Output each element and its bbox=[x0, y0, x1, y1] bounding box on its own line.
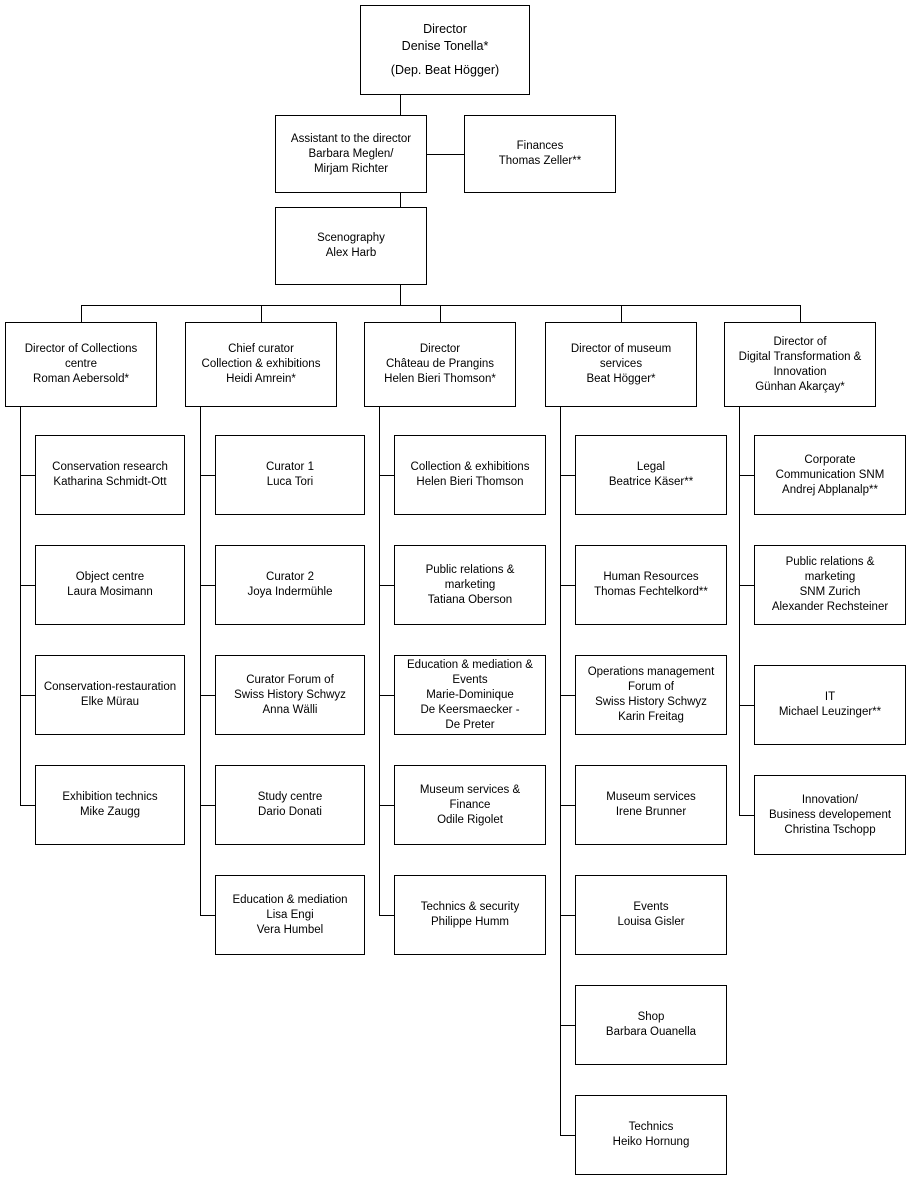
node-line: Odile Rigolet bbox=[437, 813, 503, 826]
connector-child-innovation-business-development bbox=[739, 815, 754, 816]
node-operations-management-schwyz bbox=[575, 655, 727, 735]
node-finances bbox=[464, 115, 616, 193]
node-human-resources bbox=[575, 545, 727, 625]
node-line: Denise Tonella* bbox=[401, 39, 489, 53]
connector-column-stem-chief-curator bbox=[200, 407, 201, 915]
node-line: Museum services & bbox=[419, 783, 521, 796]
connector-child-museum-services-finance bbox=[379, 805, 394, 806]
node-line: Finance bbox=[449, 798, 491, 811]
node-line: Scenography bbox=[317, 232, 385, 244]
node-curator-1 bbox=[215, 435, 365, 515]
node-public-relations-marketing-snm bbox=[754, 545, 906, 625]
node-line: Thomas Zeller** bbox=[498, 155, 582, 167]
node-line: Helen Bieri Thomson bbox=[416, 476, 524, 488]
connector-child-conservation-research bbox=[20, 475, 35, 476]
node-public-relations-marketing-prangins bbox=[394, 545, 546, 625]
node-innovation-business-development bbox=[754, 775, 906, 855]
node-line: Karin Freitag bbox=[618, 711, 684, 723]
node-exhibition-technics bbox=[35, 765, 185, 845]
node-education-mediation-events bbox=[394, 655, 546, 735]
node-line: Digital Transformation & bbox=[738, 350, 862, 363]
connector-child-operations-management-schwyz bbox=[560, 695, 575, 696]
node-line: Director bbox=[419, 343, 461, 355]
node-museum-services-child bbox=[575, 765, 727, 845]
connector-child-shop bbox=[560, 1025, 575, 1026]
connector-head-drop-3 bbox=[621, 305, 622, 322]
node-collections-centre bbox=[5, 322, 157, 407]
node-line: Anna Wälli bbox=[262, 703, 318, 716]
connector-child-curator-1 bbox=[200, 475, 215, 476]
node-technics-security bbox=[394, 875, 546, 955]
node-education-mediation bbox=[215, 875, 365, 955]
node-legal bbox=[575, 435, 727, 515]
node-line: Innovation bbox=[773, 365, 827, 378]
node-line: Director bbox=[423, 22, 467, 36]
connector-child-it bbox=[739, 705, 754, 706]
node-line: Business developement bbox=[768, 808, 892, 821]
connector-child-corporate-communication-snm bbox=[739, 475, 754, 476]
node-it bbox=[754, 665, 906, 745]
node-line: Barbara Ouanella bbox=[605, 1026, 697, 1038]
connector-head-drop-1 bbox=[261, 305, 262, 322]
node-line: Curator 2 bbox=[266, 571, 314, 583]
node-line: Heiko Hornung bbox=[612, 1136, 690, 1148]
node-line: Mike Zaugg bbox=[79, 806, 141, 818]
node-line: Communication SNM bbox=[775, 468, 885, 481]
node-line: Tatiana Oberson bbox=[427, 593, 513, 606]
node-line: Barbara Meglen/ bbox=[308, 147, 394, 160]
node-events bbox=[575, 875, 727, 955]
node-line: Alexander Rechsteiner bbox=[771, 601, 889, 613]
node-line: Events bbox=[452, 673, 488, 686]
node-line: Study centre bbox=[257, 791, 323, 803]
node-collection-exhibitions-prangins bbox=[394, 435, 546, 515]
node-line: Swiss History Schwyz bbox=[234, 688, 346, 701]
node-line: Assistant to the director bbox=[290, 132, 412, 145]
node-line: Human Resources bbox=[603, 571, 699, 583]
node-line: Vera Humbel bbox=[256, 923, 324, 936]
node-line: Chief curator bbox=[228, 343, 294, 355]
node-conservation-research bbox=[35, 435, 185, 515]
node-chief-curator bbox=[185, 322, 337, 407]
node-line: Director of bbox=[773, 335, 827, 348]
node-digital-transformation bbox=[724, 322, 876, 407]
node-line: marketing bbox=[804, 571, 856, 583]
node-line: Education & mediation bbox=[232, 893, 348, 906]
node-line: Conservation research bbox=[52, 461, 168, 473]
node-curator-forum-schwyz bbox=[215, 655, 365, 735]
node-line: Technics bbox=[628, 1121, 674, 1133]
connector-child-conservation-restauration bbox=[20, 695, 35, 696]
node-object-centre bbox=[35, 545, 185, 625]
connector-column-stem-museum-services bbox=[560, 407, 561, 1135]
node-line: Swiss History Schwyz bbox=[595, 696, 707, 708]
node-line: Shop bbox=[637, 1011, 665, 1023]
connector-child-technics bbox=[560, 1135, 575, 1136]
node-museum-services bbox=[545, 322, 697, 407]
connector-child-public-relations-marketing-snm bbox=[739, 585, 754, 586]
node-line: Christina Tschopp bbox=[784, 823, 876, 836]
node-line: Irene Brunner bbox=[615, 806, 687, 818]
node-scenography bbox=[275, 207, 427, 285]
connector-child-museum-services-child bbox=[560, 805, 575, 806]
node-museum-services-finance bbox=[394, 765, 546, 845]
node-line: Joya Indermühle bbox=[247, 586, 333, 598]
node-line: (Dep. Beat Högger) bbox=[390, 63, 500, 77]
node-line: centre bbox=[65, 358, 97, 370]
node-line: Corporate bbox=[804, 453, 856, 466]
node-line: Dario Donati bbox=[258, 806, 322, 818]
node-line: De Keersmaecker - bbox=[420, 703, 520, 716]
node-line: Public relations & bbox=[425, 563, 515, 576]
node-line: Roman Aebersold* bbox=[33, 373, 129, 385]
connector-child-exhibition-technics bbox=[20, 805, 35, 806]
node-corporate-communication-snm bbox=[754, 435, 906, 515]
connector-child-human-resources bbox=[560, 585, 575, 586]
node-chateau-de-prangins bbox=[364, 322, 516, 407]
node-line: Michael Leuzinger** bbox=[778, 706, 882, 718]
node-line: Forum of bbox=[627, 681, 674, 693]
connector-child-curator-forum-schwyz bbox=[200, 695, 215, 696]
node-line: Collection & exhibitions bbox=[410, 461, 530, 473]
connector-child-object-centre bbox=[20, 585, 35, 586]
connector-head-drop-4 bbox=[800, 305, 801, 322]
node-line: Andrej Abplanalp** bbox=[782, 483, 878, 496]
node-line: Beatrice Käser** bbox=[608, 476, 694, 488]
node-line: Museum services bbox=[606, 791, 696, 803]
node-line: Marie-Dominique bbox=[426, 688, 514, 701]
node-conservation-restauration bbox=[35, 655, 185, 735]
node-technics bbox=[575, 1095, 727, 1175]
node-line: Operations management bbox=[587, 666, 715, 678]
node-line: Philippe Humm bbox=[431, 916, 509, 928]
node-line: Director of Collections bbox=[24, 343, 138, 355]
node-line: Beat Högger* bbox=[586, 373, 656, 385]
node-line: IT bbox=[824, 691, 836, 703]
connector-child-study-centre bbox=[200, 805, 215, 806]
node-shop bbox=[575, 985, 727, 1065]
node-line-spacer bbox=[443, 55, 446, 62]
connector-child-education-mediation bbox=[200, 915, 215, 916]
node-line: Collection & exhibitions bbox=[201, 358, 321, 370]
node-line: Public relations & bbox=[785, 556, 875, 568]
connector-child-curator-2 bbox=[200, 585, 215, 586]
node-line: Legal bbox=[636, 461, 666, 473]
connector-head-drop-0 bbox=[81, 305, 82, 322]
node-line: Finances bbox=[516, 140, 564, 152]
connector-column-stem-digital-transformation bbox=[739, 407, 740, 815]
node-line: Curator Forum of bbox=[246, 673, 334, 686]
node-line: Director of museum bbox=[570, 343, 672, 355]
node-line: Education & mediation & bbox=[407, 658, 533, 671]
node-line: Laura Mosimann bbox=[67, 586, 153, 598]
node-line: Technics & security bbox=[420, 901, 520, 913]
node-line: Object centre bbox=[75, 571, 145, 583]
node-line: Elke Mürau bbox=[80, 696, 140, 708]
connector-head-drop-2 bbox=[440, 305, 441, 322]
connector-child-public-relations-marketing-prangins bbox=[379, 585, 394, 586]
node-line: services bbox=[599, 358, 643, 370]
node-line: Günhan Akarçay* bbox=[755, 380, 845, 393]
node-line: Mirjam Richter bbox=[313, 162, 389, 175]
node-assistant-to-director bbox=[275, 115, 427, 193]
node-line: Alex Harb bbox=[325, 247, 377, 259]
node-line: Thomas Fechtelkord** bbox=[594, 586, 708, 598]
node-line: Helen Bieri Thomson* bbox=[384, 373, 496, 385]
node-line: Curator 1 bbox=[266, 461, 314, 473]
node-line: Katharina Schmidt-Ott bbox=[53, 476, 167, 488]
node-line: Conservation-restauration bbox=[43, 681, 177, 693]
node-curator-2 bbox=[215, 545, 365, 625]
node-director bbox=[360, 5, 530, 95]
connector-child-legal bbox=[560, 475, 575, 476]
node-study-centre bbox=[215, 765, 365, 845]
node-line: Luca Tori bbox=[266, 476, 314, 488]
connector-child-collection-exhibitions-prangins bbox=[379, 475, 394, 476]
connector-child-education-mediation-events bbox=[379, 695, 394, 696]
node-line: Château de Prangins bbox=[385, 358, 495, 370]
node-line: Innovation/ bbox=[801, 793, 859, 806]
node-line: SNM Zurich bbox=[799, 586, 861, 598]
connector-column-stem-collections-centre bbox=[20, 407, 21, 805]
node-line: Events bbox=[633, 901, 669, 913]
node-line: Heidi Amrein* bbox=[226, 373, 296, 385]
node-line: De Preter bbox=[445, 718, 495, 731]
connector-column-stem-chateau-de-prangins bbox=[379, 407, 380, 915]
connector-child-technics-security bbox=[379, 915, 394, 916]
node-line: Louisa Gisler bbox=[617, 916, 685, 928]
node-line: Lisa Engi bbox=[266, 908, 314, 921]
node-line: marketing bbox=[444, 578, 496, 591]
node-line: Exhibition technics bbox=[62, 791, 158, 803]
connector-child-events bbox=[560, 915, 575, 916]
